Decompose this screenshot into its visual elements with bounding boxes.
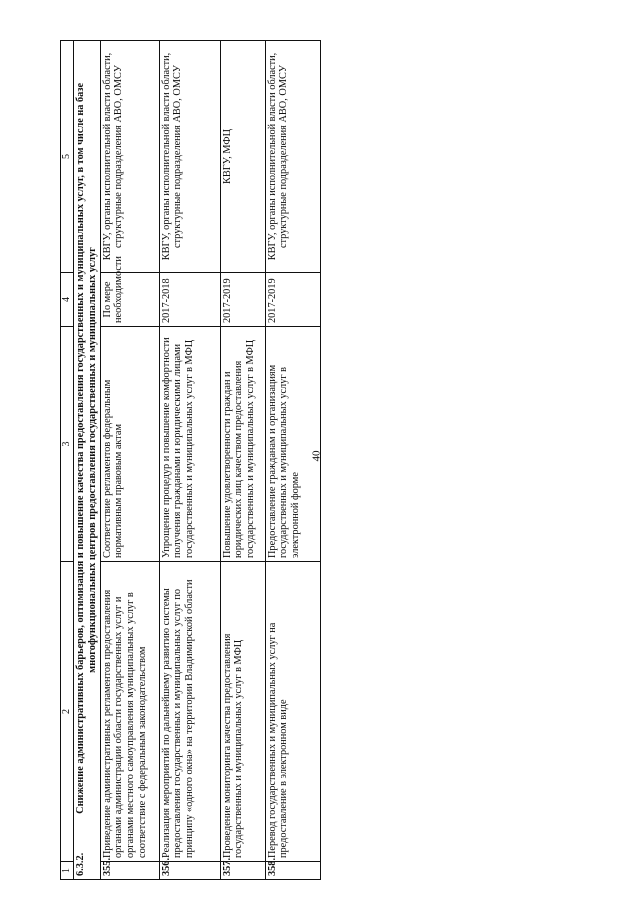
row-result: Предоставление гражданам и организациям государственных и муниципальных услуг в электронной форме — [265, 327, 320, 562]
table-row — [159, 41, 220, 880]
row-term: 2017-2019 — [220, 273, 265, 327]
row-action: Реализация мероприятий по дальнейшему развитию системы предоставления государственных и муниципальных услуг по принципу «одного окна» на территории Владимирской области — [159, 562, 220, 862]
section-heading — [74, 41, 101, 880]
section-code: 6.3.2. — [75, 852, 86, 876]
col-header-4: 4 — [61, 273, 74, 327]
row-executor: КВГУ, органы исполнительной власти области, структурные подразделения АВО, ОМСУ — [159, 41, 220, 273]
table-row — [220, 41, 265, 880]
header-row — [61, 41, 74, 880]
rotated-table-wrapper — [60, 40, 350, 880]
table-row — [100, 41, 159, 880]
row-action: Перевод государственных и муниципальных услуг на предоставление в электронном виде — [265, 562, 320, 862]
row-term: 2017-2019 — [265, 273, 320, 327]
row-number: 358. — [265, 862, 320, 880]
col-header-2: 2 — [61, 562, 74, 862]
page-number: 40 — [310, 450, 323, 462]
col-header-3: 3 — [61, 327, 74, 562]
row-term: По мере необходимости — [100, 273, 159, 327]
row-result: Упрощение процедур и повышение комфортности получения гражданами и юридическими лицами государственных и муниципальных услуг в МФЦ — [159, 327, 220, 562]
table-row — [265, 41, 320, 880]
row-result: Соответствие регламентов федеральным нормативным правовым актам — [100, 327, 159, 562]
row-number: 357. — [220, 862, 265, 880]
row-number: 356. — [159, 862, 220, 880]
row-executor: КВГУ, органы исполнительной власти области, структурные подразделения АВО, ОМСУ — [265, 41, 320, 273]
col-header-5: 5 — [61, 41, 74, 273]
row-action: Проведение мониторинга качества предоставления государственных и муниципальных услуг в МФЦ — [220, 562, 265, 862]
row-action: Приведение административных регламентов предоставления органами администрации области государственных услуг и органами местного самоуправления муниципальных услуг в соответствие с федеральным законодательством — [100, 562, 159, 862]
section-title: Снижение административных барьеров, оптимизация и повышение качества предоставления государственных и муниципальных услуг, в том числе на базе многофункциональных центров предоставления государственных и муниципальных услуг — [75, 82, 98, 814]
row-executor: КВГУ, органы исполнительной власти области, структурные подразделения АВО, ОМСУ — [100, 41, 159, 273]
col-header-1: 1 — [61, 862, 74, 880]
row-result: Повышение удовлетворенности граждан и юридических лиц качеством предоставления государственных и муниципальных услуг в МФЦ — [220, 327, 265, 562]
section-row — [74, 41, 101, 880]
row-term: 2017-2018 — [159, 273, 220, 327]
row-executor: КВГУ, МФЦ — [220, 41, 265, 273]
measures-table — [60, 40, 321, 880]
row-number: 355. — [100, 862, 159, 880]
